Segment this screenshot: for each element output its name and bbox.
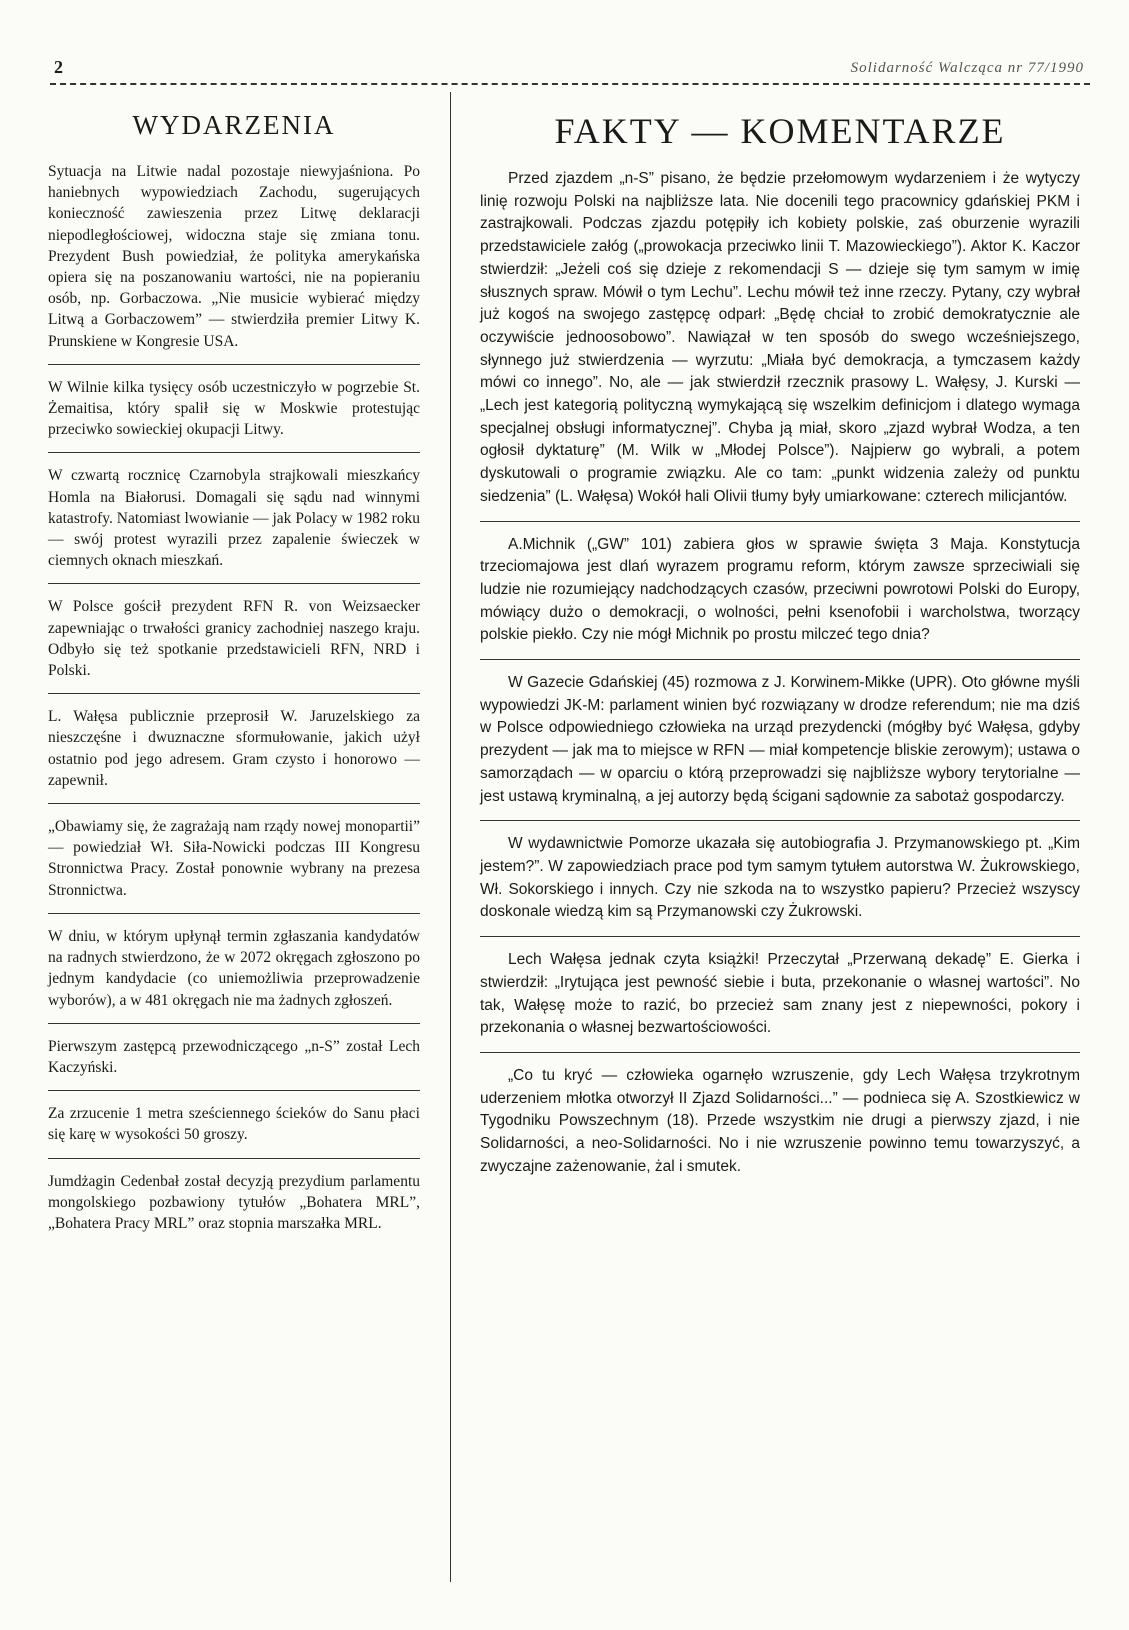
news-item: W Wilnie kilka tysięcy osób uczestniczyło w pogrzebie St. Żemaitisa, który spalił się w Moskwie protestując przeciwko sowieckiej okupacji Litwy. xyxy=(48,378,420,439)
news-item: Za zrzucenie 1 metra sześciennego ścieków do Sanu płaci się karę w wysokości 50 groszy. xyxy=(48,1105,420,1144)
comment-item: „Co tu kryć — człowieka ogarnęło wzruszenie, gdy Lech Wałęsa trzykrotnym uderzeniem młotka otworzył II Zjazd Solidarności...” — podnieca się A. Szostkiewicz w Tygodniku Powszechnym (18). Przede wszystkim nie drugi a pierwszy zjazd, i nie Solidarności, a neo-Solidarności. No i nie wzruszenie powinno temu towarzyszyć, a zwyczajne zażenowanie, żal i smutek. xyxy=(480,1066,1080,1175)
section-title-wydarzenia: WYDARZENIA xyxy=(132,110,336,140)
page-header xyxy=(50,55,1090,85)
section-title-fakty-komentarze: FAKTY — KOMENTARZE xyxy=(554,111,1006,151)
divider xyxy=(48,803,420,804)
divider xyxy=(48,1090,420,1091)
news-item: W czwartą rocznicę Czarnobyla strajkowali mieszkańcy Homla na Białorusi. Domagali się sądu nad winnymi katastrofy. Natomiast lwowianie — jak Polacy w 1982 roku — swój protest wyrazili przez zapalenie świeczek w ciemnych oknach mieszkań. xyxy=(48,467,420,570)
divider xyxy=(480,936,1080,937)
divider xyxy=(480,659,1080,660)
divider xyxy=(48,583,420,584)
left-column xyxy=(48,110,420,1234)
divider xyxy=(480,820,1080,821)
column-divider xyxy=(450,92,451,1582)
divider xyxy=(48,364,420,365)
divider xyxy=(48,693,420,694)
news-item: Pierwszym zastępcą przewodniczącego „n-S” został Lech Kaczyński. xyxy=(48,1037,420,1076)
comment-item: W Gazecie Gdańskiej (45) rozmowa z J. Korwinem-Mikke (UPR). Oto główne myśli wypowiedzi JK-M: parlament winien być rozwiązany w drodze referendum; nie ma dziś w Polsce odpowiedniego człowieka na urząd prezydencki (mógłby być Wałęsa, gdyby prezydent — jak ma to miejsce w RFN — miał kompetencje bliskie zerowym); ustawa o samorządach — w oparciu o którą przeprowadzi się najbliższe wybory terytorialne — jest ustawą kryminalną, a jej autorzy będą ścigani sądownie za sabotaż gospodarczy. xyxy=(480,674,1080,805)
divider xyxy=(480,521,1080,522)
news-item: „Obawiamy się, że zagrażają nam rządy nowej monopartii” — powiedział Wł. Siła-Nowicki podczas III Kongresu Stronnictwa Pracy. Został ponownie wybrany na prezesa Stronnictwa. xyxy=(48,818,420,899)
comment-item: Przed zjazdem „n-S” pisano, że będzie przełomowym wydarzeniem i że wytyczy linię rozwoju Polski na najbliższe lata. Nie docenili tego pracownicy gdańskiej PKM i zastrajkowali. Podczas zjazdu potępiły ich kobiety polskie, zaś oburzenie wyrazili przedstawiciele załóg („prowokacja przeciwko linii T. Mazowieckiego”). Aktor K. Kaczor stwierdził: „Jeżeli coś się dzieje z rekomendacji S — dzieje się tym samym w imię słusznych spraw. Mówił o tym Lechu”. Lechu mówił też inne rzeczy. Pytany, czy wybrał już kogoś na swojego zastępcę odparł: „Będę chciał to zrobić demokratycznie ale oczywiście jednoosobowo”. Nawiązał w ten sposób do swego wcześniejszego, słynnego już stwierdzenia — wyrzutu: „Miała być demokracja, a tymczasem każdy mówi co innego”. No, ale — jak stwierdził rzecznik prasowy L. Wałęsy, J. Kurski — „Lech jest kategorią polityczną wymykającą się wszelkim definicjom i dlatego wymaga specjalnej obsługi informatycznej”. Chyba ją miał, skoro „zjazd wybrał Wodza, a ten ogłosił dyktaturę” (M. Wilk w „Młodej Polsce”). Najpierw go wybrali, a potem dyskutowali o programie związku. Ale co tam: „punkt widzenia zależy od punktu siedzenia” (L. Wałęsa) Wokół hali Olivii tłumy były umiarkowane: czterech milicjantów. xyxy=(480,170,1080,505)
comment-item: Lech Wałęsa jednak czyta książki! Przeczytał „Przerwaną dekadę” E. Gierka i stwierdził: „Irytująca jest pewność siebie i buta, przekonanie o własnej wartości”. No tak, Wałęsę może to razić, bo przecież sam znany jest z niepewności, pokory i przekonania o własnej bezwartościowości. xyxy=(480,951,1080,1037)
divider xyxy=(48,913,420,914)
news-item: W dniu, w którym upłynął termin zgłaszania kandydatów na radnych stwierdzono, że w 2072 okręgach zgłoszono po jednym kandydacie (co uniemożliwia przeprowadzenie wyborów), a w 481 okręgach nie ma żadnych zgłoszeń. xyxy=(48,927,420,1009)
divider xyxy=(48,1158,420,1159)
divider xyxy=(480,1052,1080,1053)
comment-item: A.Michnik („GW” 101) zabiera głos w sprawie święta 3 Maja. Konstytucja trzeciomajowa jest dlań wyrazem programu reform, którym zawsze sprzeciwiali się ludzie nie rozumiejący nadchodzących czasów, przeciwni powrotowi Polski do Europy, mówiący dużo o demokracji, o wolności, pełni ksenofobii i warcholstwa, tworzący polskie piekło. Czy nie mógł Michnik po prostu milczeć tego dnia? xyxy=(480,535,1080,644)
right-column xyxy=(480,110,1080,1178)
news-item: W Polsce gościł prezydent RFN R. von Weizsaecker zapewniając o trwałości granicy zachodniej naszego kraju. Odbyło się też spotkanie przedstawicieli RFN, NRD i Polski. xyxy=(48,598,420,680)
page-number: 2 xyxy=(54,57,63,77)
news-item: L. Wałęsa publicznie przeprosił W. Jaruzelskiego za nieszczęśne i dwuznaczne sformułowanie, jakich użył ostatnio pod jego adresem. Gram czysto i honorowo — zapewnił. xyxy=(48,708,420,789)
divider xyxy=(48,452,420,453)
news-item: Jumdżagin Cedenbał został decyzją prezydium parlamentu mongolskiego pozbawiony tytułów „Bohatera MRL”, „Bohatera Pracy MRL” oraz stopnia marszałka MRL. xyxy=(48,1172,420,1232)
divider xyxy=(48,1023,420,1024)
issue-label: Solidarność Walcząca nr 77/1990 xyxy=(850,60,1084,76)
news-item: Sytuacja na Litwie nadal pozostaje niewyjaśniona. Po haniebnych wypowiedziach Zachodu, sugerujących konieczność zawieszenia przez Litwę deklaracji niepodległościowej, widoczna staje się zmiana tonu. Prezydent Bush powiedział, że polityka amerykańska opiera się na poszanowaniu wartości, nie na popieraniu osób, np. Gorbaczowa. „Nie musicie wybierać między Litwą a Gorbaczowem” — stwierdziła premier Litwy K. Prunskiene w Kongresie USA. xyxy=(48,163,420,350)
comment-item: W wydawnictwie Pomorze ukazała się autobiografia J. Przymanowskiego pt. „Kim jestem?”. W zapowiedziach prace pod tym samym tytułem autorstwa W. Żukrowskiego, Wł. Sokorskiego i innych. Czy nie szkoda na to wszystko papieru? Przecież wszyscy doskonale wiedzą kim są Przymanowski czy Żukrowski. xyxy=(480,835,1080,921)
